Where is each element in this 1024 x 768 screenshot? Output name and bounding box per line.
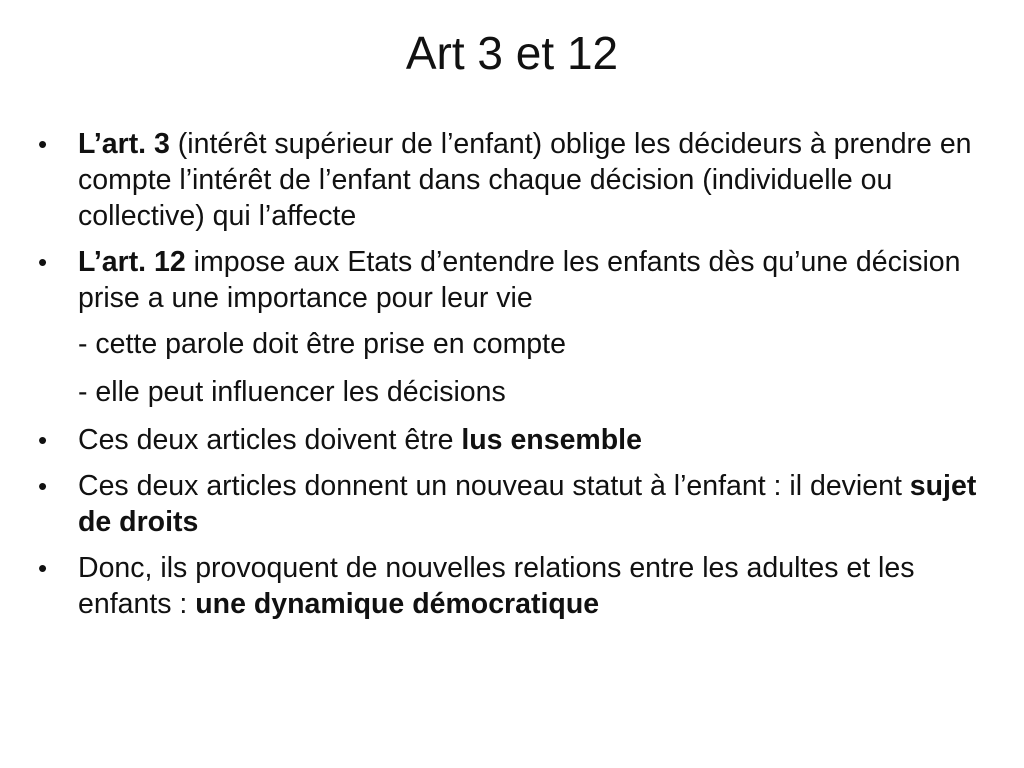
sub-item-parole: - cette parole doit être prise en compte	[78, 328, 566, 360]
bullet-text: (intérêt supérieur de l’enfant) oblige les décideurs à prendre en compte l’intérêt de l’enfant dans chaque décision (individuelle ou collective) qui l’affecte	[78, 128, 972, 232]
bullet-text: Ces deux articles doivent être	[78, 424, 462, 456]
bullet-text: Ces deux articles donnent un nouveau statut à l’enfant : il devient	[78, 470, 910, 502]
bullet-item-art3	[36, 126, 1006, 234]
bullet-icon: •	[38, 247, 48, 277]
slide-content	[36, 126, 1006, 632]
bullet-item-lus-ensemble	[36, 422, 1006, 458]
bullet-item-sujet-de-droits	[36, 468, 1006, 540]
bullet-icon: •	[38, 129, 48, 159]
bullet-item-dynamique	[36, 550, 1006, 622]
bullet-item-art12	[36, 244, 1006, 316]
bullet-bold-text: L’art. 3	[78, 128, 170, 160]
bullet-icon: •	[38, 471, 48, 501]
bullet-bold-text: sujet de droits	[78, 470, 977, 538]
bullet-bold-text: lus ensemble	[461, 424, 642, 456]
bullet-text: Donc, ils provoquent de nouvelles relations entre les adultes et les enfants :	[78, 552, 915, 620]
bullet-text: impose aux Etats d’entendre les enfants dès qu’une décision prise a une importance pour leur vie	[78, 246, 961, 314]
sub-item-influence: - elle peut influencer les décisions	[78, 376, 506, 408]
bullet-icon: •	[38, 553, 48, 583]
slide-title: Art 3 et 12	[405, 27, 619, 79]
bullet-bold-text: une dynamique démocratique	[195, 588, 600, 620]
bullet-bold-text: L’art. 12	[78, 246, 186, 278]
bullet-icon: •	[38, 425, 48, 455]
